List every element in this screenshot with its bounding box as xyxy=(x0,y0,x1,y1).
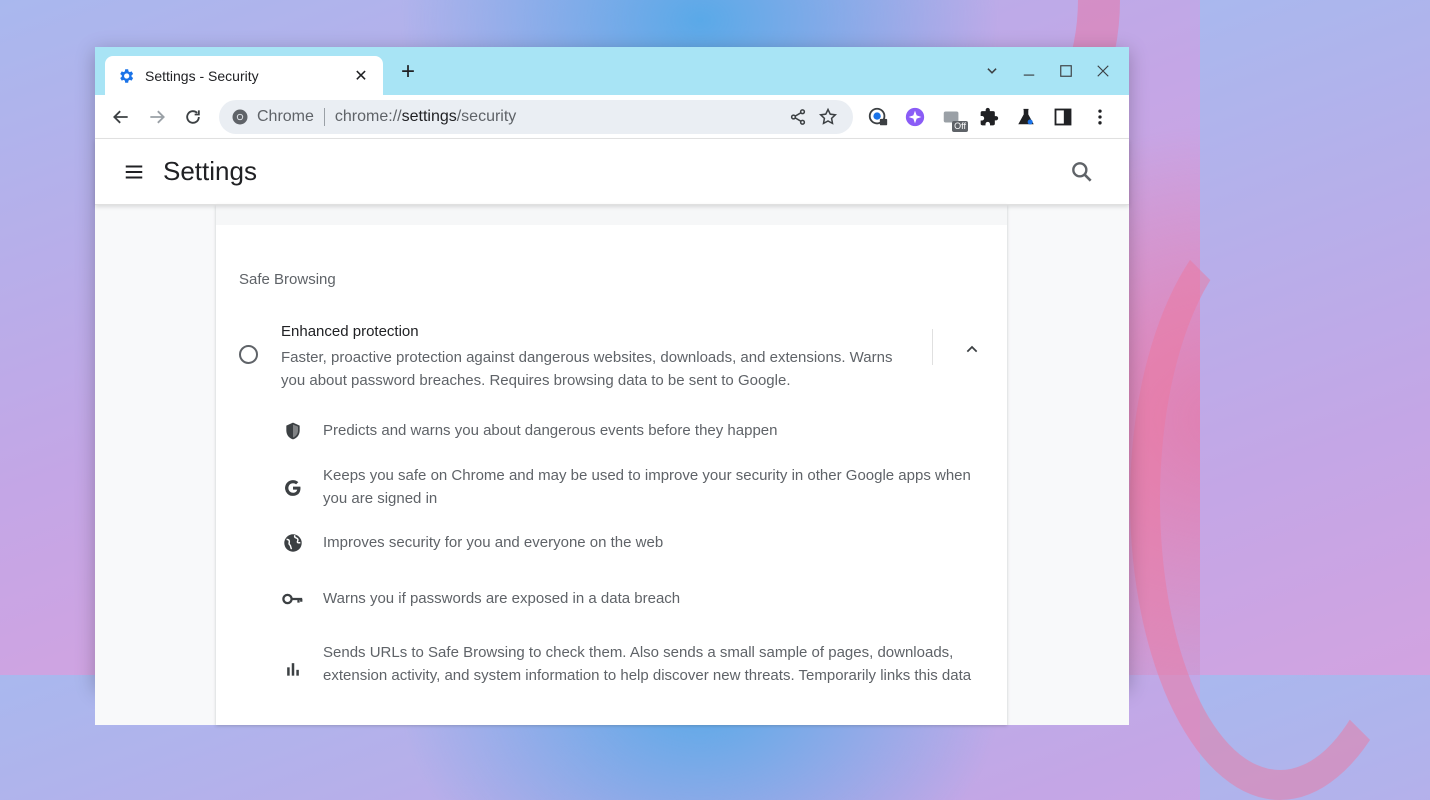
chart-icon xyxy=(281,657,305,681)
camera-off-extension-icon[interactable] xyxy=(933,99,970,135)
share-icon[interactable] xyxy=(783,102,813,132)
puzzle-extensions-icon[interactable] xyxy=(970,99,1007,135)
bookmark-star-icon[interactable] xyxy=(813,102,843,132)
enhanced-protection-radio[interactable] xyxy=(239,345,258,364)
tab-title: Settings - Security xyxy=(145,67,259,84)
feature-text: Keeps you safe on Chrome and may be used to improve your security in other Google apps when you are signed in xyxy=(323,467,971,507)
new-tab-button[interactable]: + xyxy=(400,58,415,85)
chrome-logo-icon xyxy=(231,108,249,126)
chevron-up-icon[interactable] xyxy=(960,337,984,361)
globe-icon xyxy=(281,531,305,555)
feature-item xyxy=(281,531,983,555)
forward-arrow-icon[interactable] xyxy=(139,99,175,135)
address-bar[interactable] xyxy=(219,100,853,134)
sparkle-extension-icon[interactable] xyxy=(896,99,933,135)
enhanced-protection-title: Enhanced protection xyxy=(281,323,419,340)
shield-icon xyxy=(281,419,305,443)
kebab-menu-icon[interactable] xyxy=(1081,99,1118,135)
feature-item xyxy=(281,419,983,443)
option-separator xyxy=(932,329,933,365)
browser-window xyxy=(95,47,1129,687)
omnibox-separator xyxy=(324,108,325,126)
tab-settings-security[interactable] xyxy=(105,56,383,95)
back-arrow-icon[interactable] xyxy=(103,99,139,135)
settings-gear-icon xyxy=(117,67,135,85)
tab-close-icon[interactable]: ✕ xyxy=(354,67,368,85)
settings-content xyxy=(95,205,1129,725)
lab-flask-icon[interactable] xyxy=(1007,99,1044,135)
enhanced-protection-description: Faster, proactive protection against dangerous websites, downloads, and extensions. Warns you about password breaches. Requires browsing data to be sent to Google. xyxy=(281,349,893,389)
wallpaper-curve-right xyxy=(1130,200,1430,800)
maximize-icon[interactable] xyxy=(1047,57,1084,85)
search-icon[interactable] xyxy=(1069,159,1095,185)
url-path: /security xyxy=(456,107,517,125)
off-badge: Off xyxy=(954,120,966,131)
url-scheme: chrome:// xyxy=(334,107,402,125)
close-window-icon[interactable] xyxy=(1084,57,1121,85)
google-g-icon xyxy=(281,476,305,500)
side-panel-icon[interactable] xyxy=(1044,99,1081,135)
password-manager-icon[interactable] xyxy=(859,99,896,135)
card-top-strip xyxy=(216,205,1007,225)
feature-item xyxy=(281,464,983,510)
minimize-icon[interactable] xyxy=(1010,57,1047,85)
security-card xyxy=(216,205,1007,725)
tab-strip xyxy=(95,47,1129,95)
feature-item xyxy=(281,587,983,611)
extension-icons xyxy=(859,99,1118,135)
url-text[interactable] xyxy=(335,108,783,126)
key-icon xyxy=(281,587,305,611)
browser-toolbar xyxy=(95,95,1129,139)
feature-text: Predicts and warns you about dangerous events before they happen xyxy=(323,422,778,439)
page-title: Settings xyxy=(163,156,257,186)
reload-icon[interactable] xyxy=(175,99,211,135)
settings-header xyxy=(95,139,1129,205)
chrome-label: Chrome xyxy=(257,107,314,125)
window-controls xyxy=(973,57,1121,85)
feature-text: Warns you if passwords are exposed in a data breach xyxy=(323,590,681,607)
section-title: Safe Browsing xyxy=(239,271,336,288)
feature-item xyxy=(281,641,983,687)
tab-search-chevron-icon[interactable] xyxy=(973,57,1010,85)
url-host: settings xyxy=(401,107,457,125)
hamburger-menu-icon[interactable] xyxy=(119,157,149,187)
feature-text: Improves security for you and everyone on the web xyxy=(323,534,664,551)
feature-text: Sends URLs to Safe Browsing to check them. Also sends a small sample of pages, downloads, extension activity, and system information to help discover new threats. Temporarily links this data xyxy=(323,644,972,684)
